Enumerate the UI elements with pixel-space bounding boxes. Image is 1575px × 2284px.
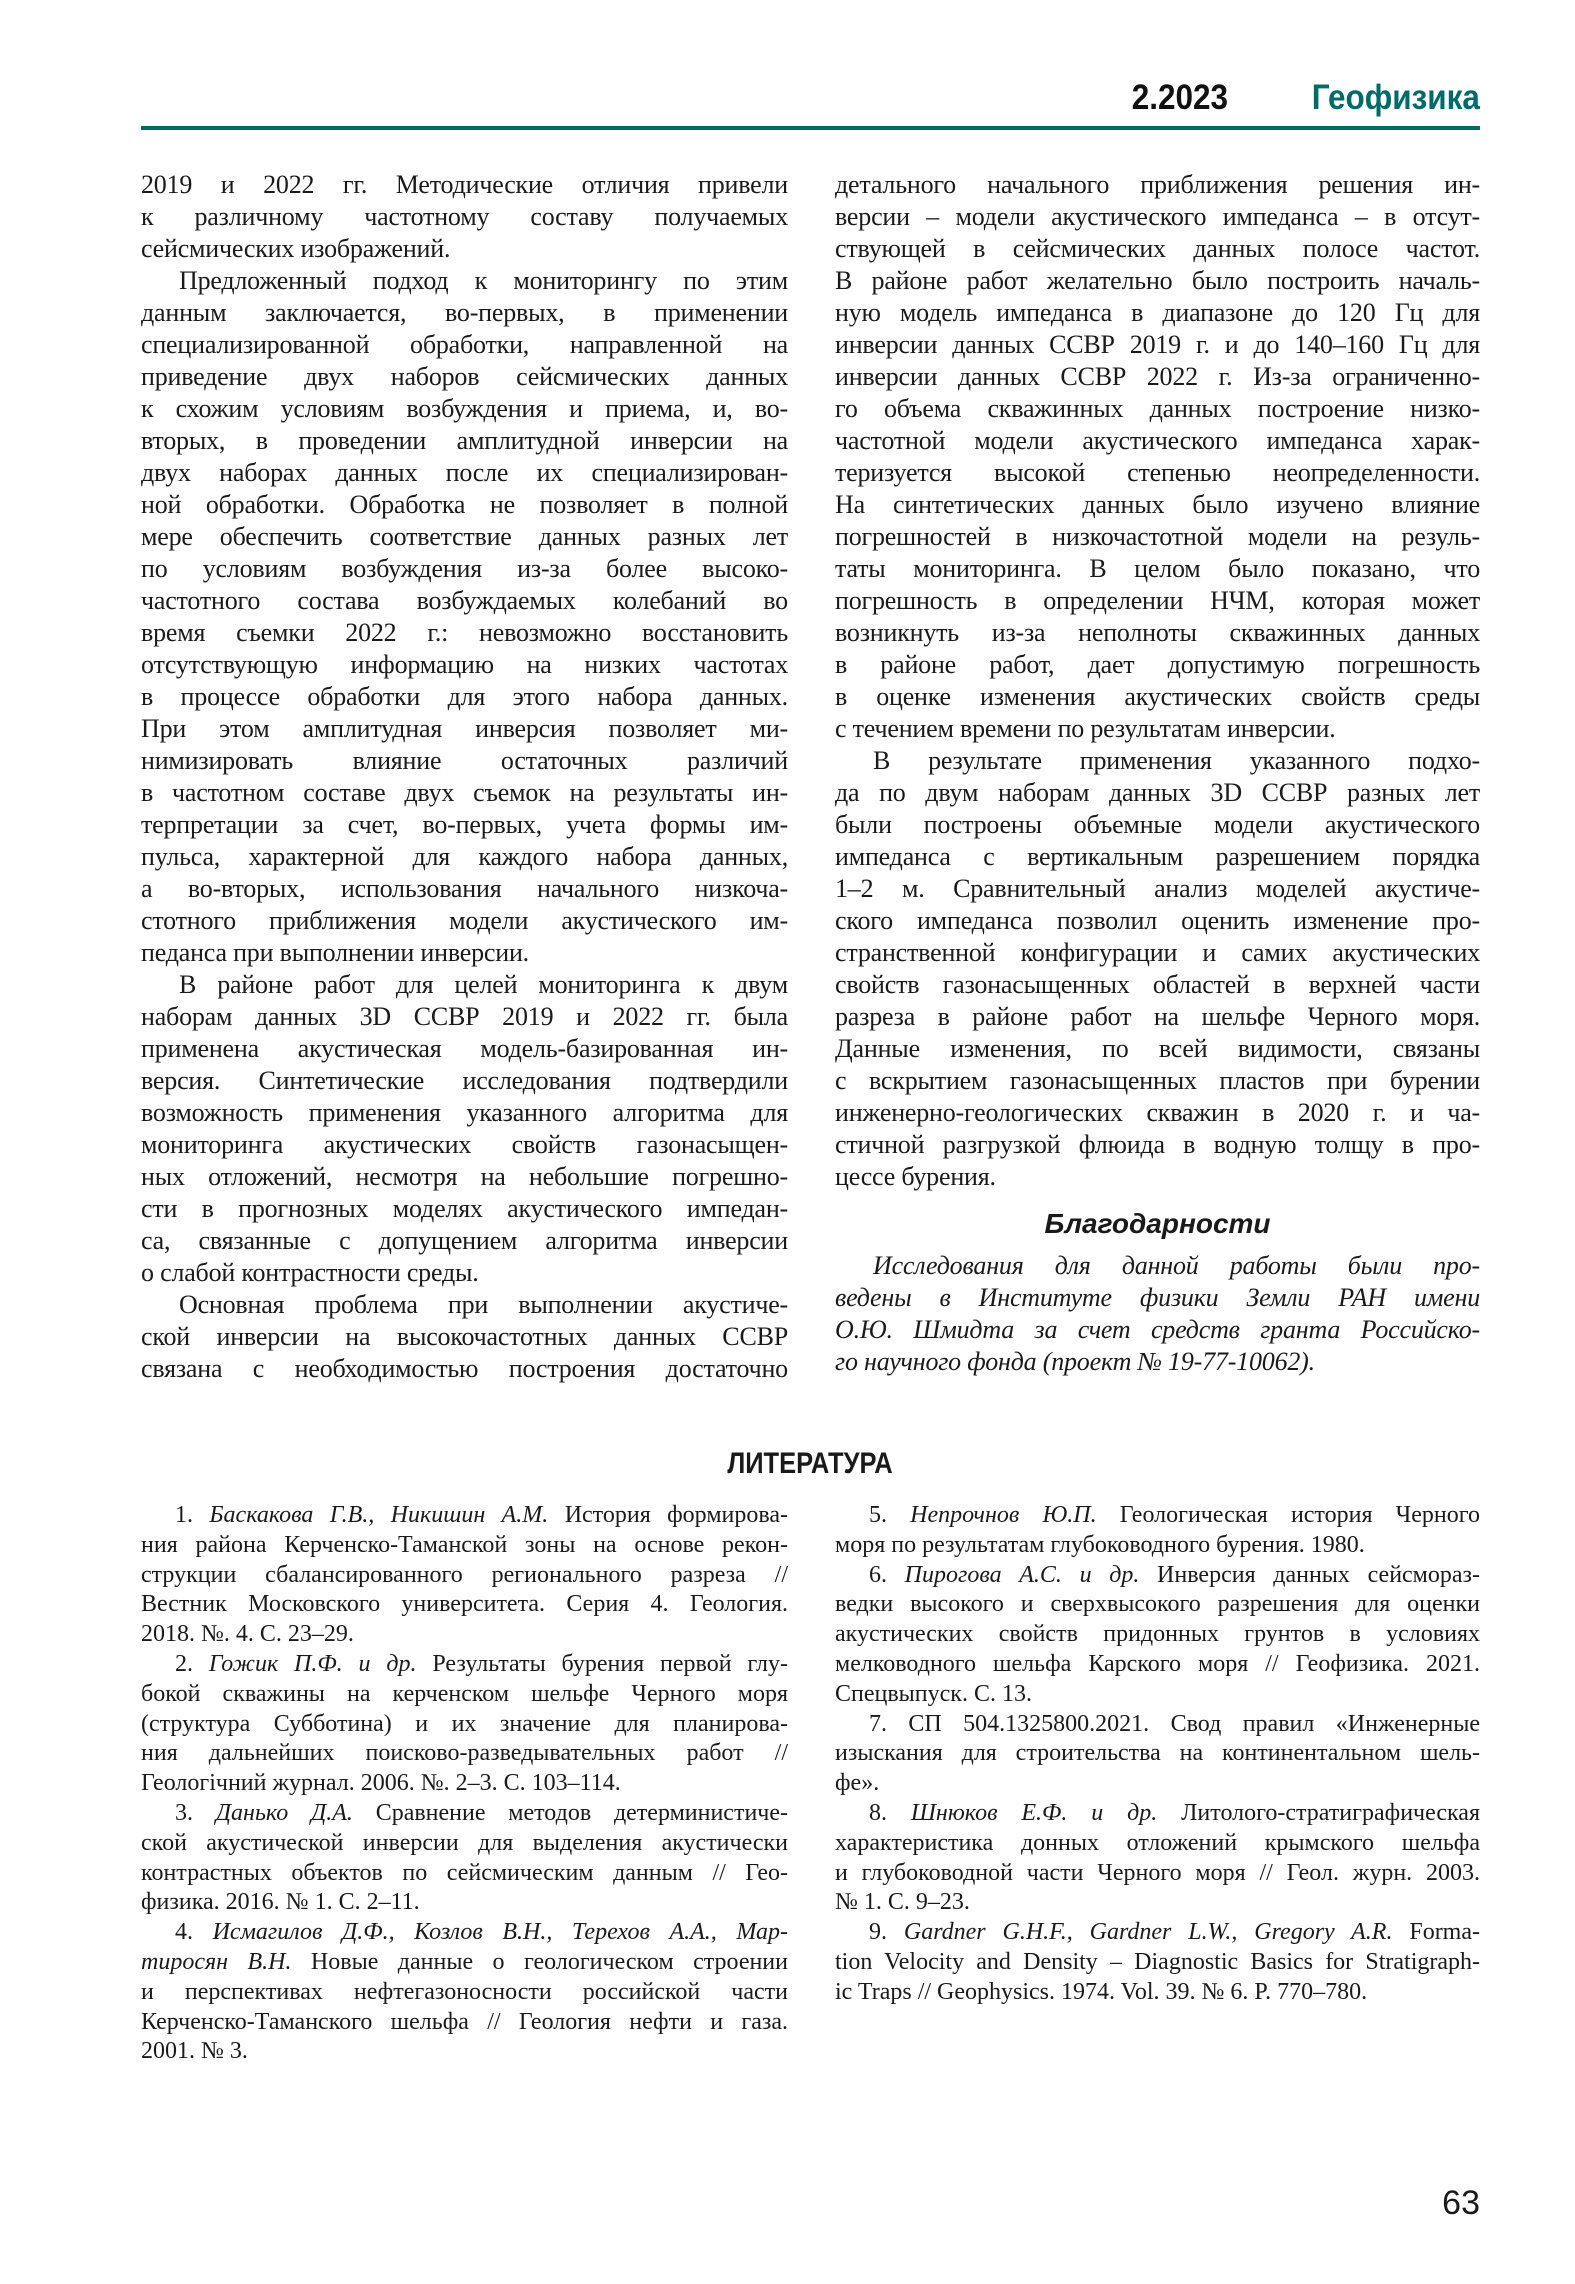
text-line: к различному частотному составу получаемых — [141, 202, 788, 231]
text-line: были построены объемные модели акустического — [835, 810, 1480, 839]
acknowledgements-text — [835, 1250, 1480, 1378]
reference-text: 6. — [869, 1561, 905, 1588]
text-line: с вскрытием газонасыщенных пластов при бурении — [835, 1066, 1480, 1095]
text-line: 2018. №. 4. С. 23–29. — [141, 1621, 354, 1648]
text-line: изыскания для строительства на континентальном шель- — [835, 1740, 1480, 1767]
text-line: в частотном составе двух съемок на результаты ин- — [141, 778, 788, 807]
text-line: 2001. № 3. — [141, 2038, 248, 2065]
text-line: специализированной обработки, направленной на — [141, 330, 788, 359]
text-line: сти в прогнозных моделях акустического импедан- — [141, 1194, 788, 1223]
text-line: мелководного шельфа Карского моря // Геофизика. 2021. — [835, 1650, 1480, 1677]
reference-text: Сравнение методов детерминистиче- — [352, 1799, 788, 1826]
reference-text: 8. — [869, 1799, 911, 1826]
reference-item — [835, 1918, 1480, 2007]
text-line: tion Velocity and Density – Diagnostic Basics for Stratigraph- — [835, 1948, 1480, 1975]
text-line: 2019 и 2022 гг. Методические отличия привели — [141, 170, 788, 199]
text-line: Предложенный подход к мониторингу по этим — [179, 266, 788, 295]
text-line: При этом амплитудная инверсия позволяет ми- — [141, 714, 788, 743]
text-line — [141, 1799, 788, 1829]
reference-item — [141, 1918, 788, 2067]
text-line: в процессе обработки для этого набора данных. — [141, 682, 788, 711]
text-line: детального начального приближения решения ин- — [835, 170, 1480, 199]
text-line: странственной конфигурации и самих акустических — [835, 938, 1480, 967]
text-line: На синтетических данных было изучено влияние — [835, 490, 1480, 519]
text-line: возможность применения указанного алгоритма для — [141, 1098, 788, 1127]
text-line: 1–2 м. Сравнительный анализ моделей акустиче- — [835, 874, 1480, 903]
text-line: ную модель импеданса в диапазоне до 120 Гц для — [835, 298, 1480, 327]
reference-text: Forma- — [1392, 1919, 1480, 1946]
text-line: В районе работ для целей мониторинга к двум — [179, 970, 788, 999]
journal-title: Геофизика — [1311, 78, 1480, 117]
text-line: струкции сбалансированного регионального разреза // — [141, 1561, 788, 1588]
reference-text: Геологическая история Черного — [1096, 1502, 1480, 1528]
text-line: версии – модели акустического импеданса – в отсут- — [835, 202, 1480, 231]
reference-text: 3. — [175, 1799, 216, 1826]
text-line: фе». — [835, 1770, 880, 1797]
text-line: с течением времени по результатам инверсии. — [835, 714, 1336, 743]
text-line — [141, 1918, 788, 1948]
text-line: мере обеспечить соответствие данных разных лет — [141, 522, 788, 551]
issue-number: 2.2023 — [1131, 78, 1228, 117]
text-line: Основная проблема при выполнении акустиче- — [179, 1290, 788, 1319]
reference-authors: Баскакова Г.В., Никишин А.М. — [209, 1502, 549, 1528]
text-line: ского импеданса позволил оценить изменение про- — [835, 906, 1480, 935]
text-line: Исследования для данной работы были про- — [873, 1251, 1480, 1280]
reference-text: Результаты бурения первой глу- — [416, 1650, 788, 1677]
reference-item — [141, 1799, 788, 1918]
text-line: ской инверсии на высокочастотных данных ССВР — [141, 1322, 788, 1351]
body-column-right — [835, 169, 1480, 1193]
text-line: сейсмических изображений. — [141, 234, 451, 263]
text-line: по условиям возбуждения из-за более высоко- — [141, 554, 788, 583]
text-line: Спецвыпуск. С. 13. — [835, 1680, 1032, 1707]
reference-authors: Данько Д.А. — [215, 1799, 353, 1826]
text-line: данным заключается, во-первых, в применении — [141, 298, 788, 327]
text-line: терпретации за счет, во-первых, учета формы им- — [141, 810, 788, 839]
text-line: ной обработки. Обработка не позволяет в полной — [141, 490, 788, 519]
text-line: Геологічний журнал. 2006. №. 2–3. С. 103–114. — [141, 1770, 621, 1797]
text-line: акустических свойств придонных грунтов в условиях — [835, 1621, 1480, 1648]
references-left — [141, 1501, 788, 2067]
text-line: в районе работ, дает допустимую погрешность — [835, 650, 1480, 679]
text-line: характеристика донных отложений крымского шельфа — [835, 1829, 1480, 1856]
reference-text: Новые данные о геологическом строении — [291, 1948, 788, 1975]
references-right — [835, 1501, 1480, 2008]
text-line: Керченско-Таманского шельфа // Геология нефти и газа. — [141, 2008, 788, 2035]
text-line: импеданса с вертикальным разрешением порядка — [835, 842, 1480, 871]
reference-item — [835, 1501, 1480, 1561]
text-line — [835, 1710, 1480, 1740]
paragraph — [835, 745, 1480, 1193]
text-line: В районе работ желательно было построить началь- — [835, 266, 1480, 295]
text-line: бокой скважины на керченском шельфе Черного моря — [141, 1680, 788, 1707]
text-line: погрешностей в низкочастотной модели на резуль- — [835, 522, 1480, 551]
text-line: физика. 2016. № 1. С. 2–11. — [141, 1889, 420, 1916]
paragraph — [141, 969, 788, 1289]
reference-item — [141, 1650, 788, 1799]
text-line: частотной модели акустического импеданса харак- — [835, 426, 1480, 455]
reference-text: Инверсия данных сейсмораз- — [1139, 1561, 1480, 1588]
text-line: инженерно-геологических скважин в 2020 г. и ча- — [835, 1098, 1480, 1127]
reference-authors: Пирогова А.С. и др. — [904, 1561, 1140, 1588]
reference-authors: Шнюков Е.Ф. и др. — [910, 1799, 1158, 1826]
reference-text: 2. — [175, 1650, 209, 1677]
text-line: разреза в районе работ на шельфе Черного моря. — [835, 1002, 1480, 1031]
text-line — [835, 1561, 1480, 1591]
text-line: к схожим условиям возбуждения и приема, и, во- — [141, 394, 788, 423]
text-line: свойств газонасыщенных областей в верхней части — [835, 970, 1480, 999]
reference-text: История формирова- — [548, 1502, 789, 1528]
reference-authors: тиросян В.Н. — [141, 1948, 292, 1975]
text-line — [835, 1918, 1480, 1948]
text-line: го научного фонда (проект № 19-77-10062). — [835, 1347, 1315, 1376]
page-number: 63 — [1442, 2184, 1480, 2222]
text-line: (структура Субботина) и их значение для планирова- — [141, 1710, 788, 1737]
reference-item — [835, 1799, 1480, 1918]
text-line: ния дальнейших поисково-разведывательных работ // — [141, 1740, 788, 1767]
text-line — [141, 1501, 788, 1531]
reference-item — [835, 1561, 1480, 1710]
text-line: стичной разгрузкой флюида в водную толщу в про- — [835, 1130, 1480, 1159]
header-rule — [141, 126, 1480, 130]
text-line: ской акустической инверсии для выделения акустически — [141, 1829, 788, 1856]
text-line — [835, 1799, 1480, 1829]
text-line: приведение двух наборов сейсмических данных — [141, 362, 788, 391]
text-line: двух наборах данных после их специализирован- — [141, 458, 788, 487]
text-line: го объема скважинных данных построение низко- — [835, 394, 1480, 423]
body-column-left — [141, 169, 788, 1385]
text-line: мониторинга акустических свойств газонасыщен- — [141, 1130, 788, 1159]
paragraph — [835, 169, 1480, 745]
text-line — [141, 1948, 788, 1978]
paragraph — [141, 1289, 788, 1385]
text-line: № 1. С. 9–23. — [835, 1889, 970, 1916]
text-line: контрастных объектов по сейсмическим данным // Гео- — [141, 1859, 788, 1886]
reference-text: 1. — [175, 1502, 210, 1528]
text-line: ных отложений, несмотря на небольшие погрешно- — [141, 1162, 788, 1191]
text-line: версия. Синтетические исследования подтвердили — [141, 1066, 788, 1095]
text-line — [141, 1650, 788, 1680]
text-line: моря по результатам глубоководного бурения. 1980. — [835, 1531, 1365, 1558]
text-line: нимизировать влияние остаточных различий — [141, 746, 788, 775]
text-line: отсутствующую информацию на низких частотах — [141, 650, 788, 679]
text-line: педанса при выполнении инверсии. — [141, 938, 529, 967]
text-line: ведены в Институте физики Земли РАН имени — [835, 1283, 1480, 1312]
reference-text: 9. — [869, 1919, 904, 1946]
text-line: инверсии данных ССВР 2019 г. и до 140–160 Гц для — [835, 330, 1480, 359]
reference-text: 4. — [175, 1919, 213, 1946]
text-line: да по двум наборам данных 3D ССВР разных лет — [835, 778, 1480, 807]
reference-text: 5. — [869, 1502, 911, 1528]
text-line: пульса, характерной для каждого набора данных, — [141, 842, 788, 871]
reference-item — [835, 1710, 1480, 1799]
text-line: са, связанные с допущением алгоритма инверсии — [141, 1226, 788, 1255]
text-line: цессе бурения. — [835, 1162, 996, 1191]
references-heading: ЛИТЕРАТУРА — [727, 1447, 893, 1480]
text-line: ведки высокого и сверхвысокого разрешения для оценки — [835, 1591, 1480, 1618]
reference-item — [141, 1501, 788, 1650]
text-line: инверсии данных ССВР 2022 г. Из-за ограниченно- — [835, 362, 1480, 391]
text-line: наборам данных 3D ССВР 2019 и 2022 гг. была — [141, 1002, 788, 1031]
text-line: возникнуть из-за неполноты скважинных данных — [835, 618, 1480, 647]
text-line: время съемки 2022 г.: невозможно восстановить — [141, 618, 788, 647]
text-line: а во-вторых, использования начального низкоча- — [141, 874, 788, 903]
text-line — [835, 1501, 1480, 1531]
text-line: ic Traps // Geophysics. 1974. Vol. 39. № 6. P. 770–780. — [835, 1978, 1368, 2005]
reference-authors: Исмагилов Д.Ф., Козлов В.Н., Терехов А.А., Мар- — [212, 1919, 788, 1946]
text-line: и перспективах нефтегазоносности российской части — [141, 1978, 788, 2005]
text-line: о слабой контрастности среды. — [141, 1258, 479, 1287]
reference-text: Литолого-стратиграфическая — [1157, 1799, 1480, 1826]
text-line: В результате применения указанного подхо- — [873, 746, 1480, 775]
text-line: ствующей в сейсмических данных полосе частот. — [835, 234, 1480, 263]
text-line: и глубоководной части Черного моря // Геол. журн. 2003. — [835, 1859, 1480, 1886]
acknowledgements-heading: Благодарности — [1044, 1208, 1271, 1239]
text-line: вторых, в проведении амплитудной инверсии на — [141, 426, 788, 455]
paragraph — [141, 265, 788, 969]
reference-authors: Непрочнов Ю.П. — [910, 1502, 1097, 1528]
text-line: в оценке изменения акустических свойств среды — [835, 682, 1480, 711]
text-line: применена акустическая модель-базированная ин- — [141, 1034, 788, 1063]
text-line: таты мониторинга. В целом было показано, что — [835, 554, 1480, 583]
reference-text: 7. СП 504.1325800.2021. Свод правил «Инженерные — [869, 1710, 1480, 1737]
text-line: стотного приближения модели акустического им- — [141, 906, 788, 935]
paragraph — [141, 169, 788, 265]
text-line: Данные изменения, по всей видимости, связаны — [835, 1034, 1480, 1063]
text-line: теризуется высокой степенью неопределенности. — [835, 458, 1480, 487]
text-line: ния района Керченско-Таманской зоны на основе рекон- — [141, 1531, 788, 1558]
text-line: погрешность в определении НЧМ, которая может — [835, 586, 1480, 615]
text-line: связана с необходимостью построения достаточно — [141, 1354, 788, 1383]
text-line: О.Ю. Шмидта за счет средств гранта Российско- — [835, 1315, 1480, 1344]
text-line: частотного состава возбуждаемых колебаний во — [141, 586, 788, 615]
reference-authors: Gardner G.H.F., Gardner L.W., Gregory A.R. — [903, 1919, 1393, 1946]
text-line: Вестник Московского университета. Серия 4. Геология. — [141, 1591, 788, 1618]
reference-authors: Гожик П.Ф. и др. — [208, 1650, 417, 1677]
